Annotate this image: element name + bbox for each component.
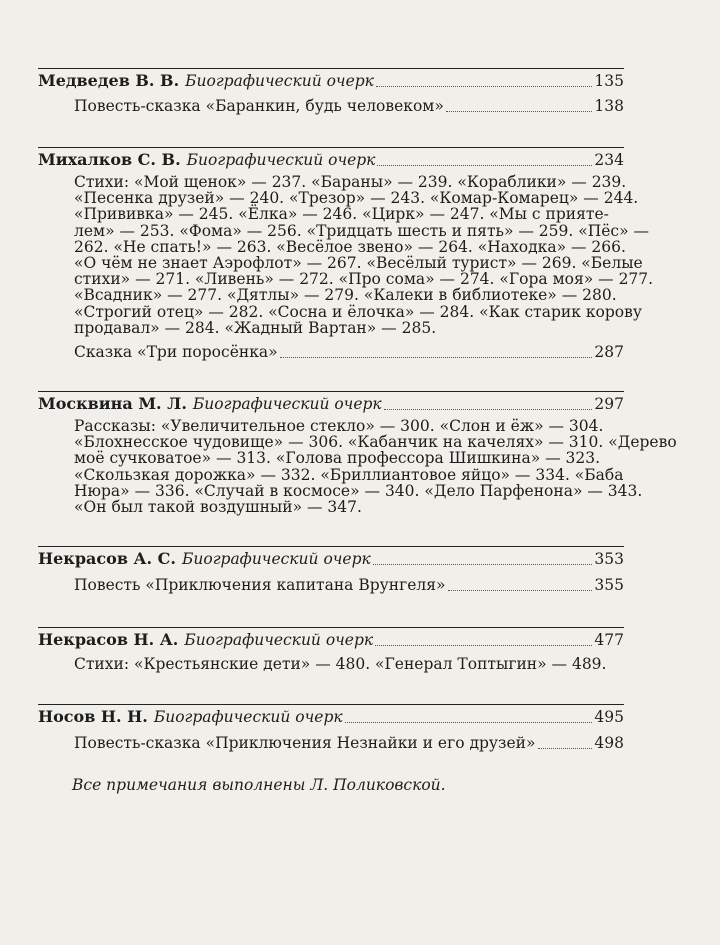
toc-section-medvedev (38, 68, 624, 115)
dot-leader (376, 85, 592, 87)
dot-leader (373, 563, 593, 565)
page-number: 135 (594, 72, 624, 90)
page-number: 477 (594, 631, 624, 649)
toc-entry[interactable] (38, 630, 624, 650)
toc-entry[interactable] (38, 71, 624, 91)
paragraph-line: «Всадник» — 277. «Дятлы» — 279. «Калеки в библиотеке» — 280. (74, 286, 617, 305)
dot-leader (384, 408, 593, 410)
toc-entry[interactable] (38, 549, 624, 569)
dot-leader (280, 356, 593, 358)
essay-title: Биографический очерк (153, 708, 343, 726)
toc-work[interactable] (74, 97, 624, 116)
paragraph-line: моё сучковатое» — 313. «Голова профессора Шишкина» — 323. (74, 449, 601, 468)
paragraph-line: «Скользкая дорожка» — 332. «Бриллиантовое яйцо» — 334. «Баба (74, 465, 624, 484)
dot-leader (377, 164, 592, 166)
author-name: Михалков С. В. (38, 150, 181, 169)
paragraph-line: «Блохнесское чудовище» — 306. «Кабанчик на качелях» — 310. «Дерево (74, 433, 677, 452)
toc-section-nekrasov-as (38, 546, 624, 594)
paragraph-line: «Строгий отец» — 282. «Сосна и ёлочка» — 284. «Как старик корову (74, 302, 642, 321)
paragraph-line: продавал» — 284. «Жадный Вартан» — 285. (74, 318, 437, 337)
work-title: Повесть «Приключения капитана Врунгеля» (74, 576, 446, 594)
paragraph-line: «О чём не знает Аэрофлот» — 267. «Весёлый турист» — 269. «Белые (74, 254, 643, 273)
paragraph-line: Стихи: «Мой щенок» — 237. «Бараны» — 239. «Кораблики» — 239. (74, 173, 627, 191)
essay-title: Биографический очерк (184, 631, 374, 649)
paragraph-line: Нюра» — 336. «Случай в космосе» — 340. «Дело Парфенона» — 343. (74, 481, 643, 500)
page-number: 234 (594, 151, 624, 169)
toc-entry[interactable] (38, 150, 624, 170)
author-name: Некрасов А. С. (38, 549, 176, 568)
works-paragraph (74, 173, 654, 337)
essay-title: Биографический очерк (181, 550, 371, 568)
paragraph-line: «Прививка» — 245. «Ёлка» — 246. «Цирк» — 247. «Мы с прияте- (74, 205, 609, 224)
works-paragraph (74, 656, 624, 672)
dot-leader (345, 721, 593, 723)
essay-title: Биографический очерк (186, 151, 376, 169)
page-number: 355 (594, 576, 624, 594)
paragraph-line: «Песенка друзей» — 240. «Трезор» — 243. «Комар-Комарец» — 244. (74, 189, 639, 208)
toc-work[interactable] (74, 343, 624, 362)
dot-leader (446, 110, 593, 112)
author-name: Носов Н. Н. (38, 707, 148, 726)
page-number: 138 (594, 97, 624, 115)
paragraph-line: 262. «Не спать!» — 263. «Весёлое звено» — 264. «Находка» — 266. (74, 237, 626, 256)
page-number: 353 (594, 550, 624, 568)
page-number: 498 (594, 734, 624, 752)
paragraph-line: лем» — 253. «Фома» — 256. «Тридцать шесть и пять» — 259. «Пёс» — (74, 221, 649, 240)
page-number: 297 (594, 395, 624, 413)
author-name: Москвина М. Л. (38, 394, 187, 413)
dot-leader (448, 589, 593, 591)
toc-section-moskvina (38, 391, 677, 517)
works-paragraph (74, 417, 677, 517)
toc-entry[interactable] (38, 707, 624, 727)
essay-title: Биографический очерк (192, 395, 382, 413)
work-title: Повесть-сказка «Приключения Незнайки и его друзей» (74, 734, 536, 752)
toc-work[interactable] (74, 734, 624, 753)
toc-section-mikhalkov (38, 147, 654, 361)
work-title: Повесть-сказка «Баранкин, будь человеком» (74, 97, 444, 115)
essay-title: Биографический очерк (185, 72, 374, 90)
page-number: 287 (594, 343, 624, 361)
paragraph-line: «Он был такой воздушный» — 347. (74, 498, 362, 517)
paragraph-line: Рассказы: «Увеличительное стекло» — 300. «Слон и ёж» — 304. (74, 417, 604, 435)
paragraph-line: стихи» — 271. «Ливень» — 272. «Про сома» — 274. «Гора моя» — 277. (74, 270, 654, 289)
dot-leader (375, 644, 592, 646)
dot-leader (538, 747, 593, 749)
author-name: Медведев В. В. (38, 71, 180, 90)
toc-section-nosov (38, 704, 624, 752)
work-title: Сказка «Три поросёнка» (74, 343, 278, 361)
toc-section-nekrasov-na (38, 627, 624, 673)
author-name: Некрасов Н. А. (38, 630, 179, 649)
footnote: Все примечания выполнены Л. Поликовской. (72, 776, 446, 794)
toc-work[interactable] (74, 576, 624, 595)
toc-entry[interactable] (38, 394, 624, 414)
paragraph-line: Стихи: «Крестьянские дети» — 480. «Генерал Топтыгин» — 489. (74, 655, 607, 673)
page-number: 495 (594, 708, 624, 726)
